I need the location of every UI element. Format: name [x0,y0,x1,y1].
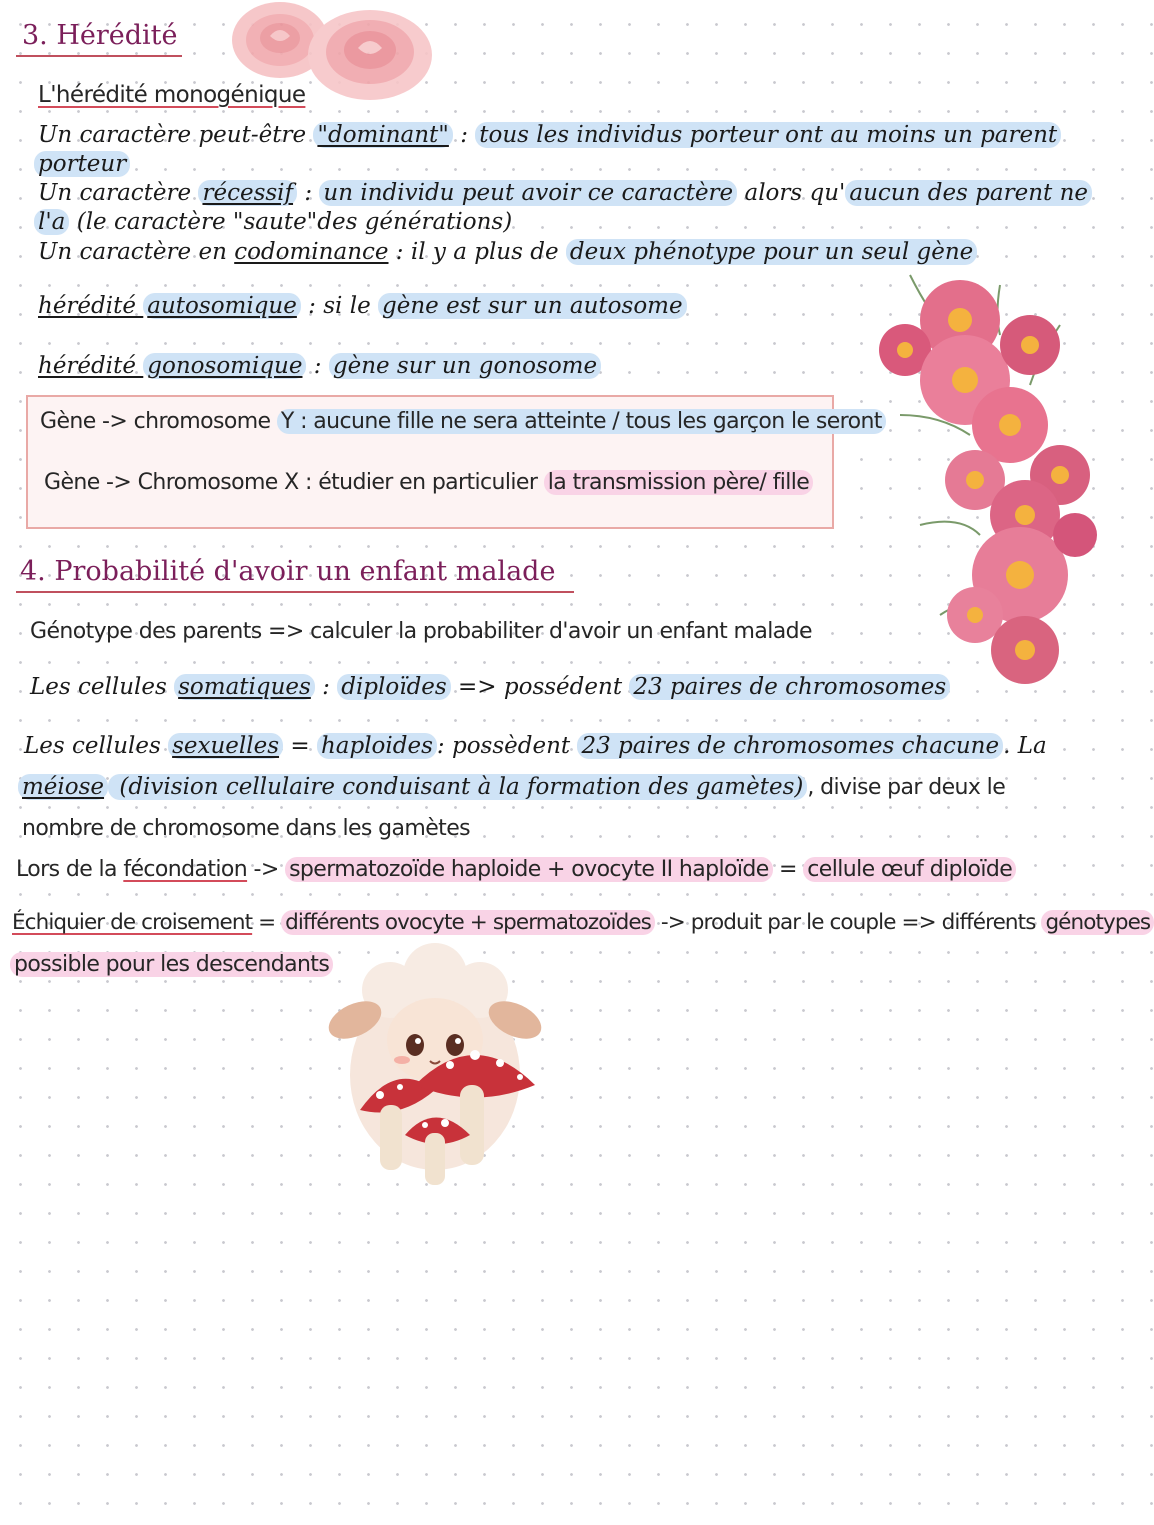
section4-title-underline [16,591,574,593]
section3-title-underline [16,55,182,57]
somatic-line: Les cellules somatiques : diploïdes => possédent 23 paires de chromosomes [30,674,950,700]
recessive-line: Un caractère récessif : un individu peut avoir ce caractère alors qu' aucun des parent ne [38,180,1092,206]
section4-title: 4. Probabilité d'avoir un enfant malade [20,556,556,587]
fecondation-line: Lors de la fécondation -> spermatozoïde haploide + ovocyte II haploïde = cellule œuf diploïde [16,857,1016,882]
box-chromosome-y: Gène -> chromosome Y : aucune fille ne sera atteinte / tous les garçon le seront [40,409,886,434]
monogenic-subtitle: L'hérédité monogénique [38,82,306,108]
gametes-line: nombre de chromosome dans les gamètes [22,816,470,841]
meiosis-line: méiose (division cellulaire conduisant à la formation des gamètes) , divise par deux le [18,774,1005,800]
dominant-line-cont: porteur [34,151,130,177]
gonosomal-line: hérédité gonosomique : gène sur un gonosome [38,353,601,379]
box-chromosome-x: Gène -> Chromosome X : étudier en particulier la transmission père/ fille [44,470,813,495]
sheep-mushroom-illustration [320,945,550,1205]
autosomal-line: hérédité autosomique : si le gène est sur un autosome [38,293,687,319]
codominance-line: Un caractère en codominance : il y a plus de deux phénotype pour un seul gène [38,239,977,265]
section3-title: 3. Hérédité [22,20,178,51]
echiquier-line: Échiquier de croisement = différents ovocyte + spermatozoïdes -> produit par le couple => différents génotypes [12,910,1154,935]
recessive-line-cont: l'a (le caractère "saute"des générations) [34,209,512,235]
cosmos-flowers-illustration [880,265,1080,695]
echiquier-line-cont: possible pour les descendants [10,952,333,977]
sexual-cells-line: Les cellules sexuelles = haploides : possèdent 23 paires de chromosomes chacune . La [24,733,1047,759]
dominant-line: Un caractère peut-être "dominant" : tous les individus porteur ont au moins un parent [38,122,1061,148]
genotype-line: Génotype des parents => calculer la probabiliter d'avoir un enfant malade [30,619,812,644]
